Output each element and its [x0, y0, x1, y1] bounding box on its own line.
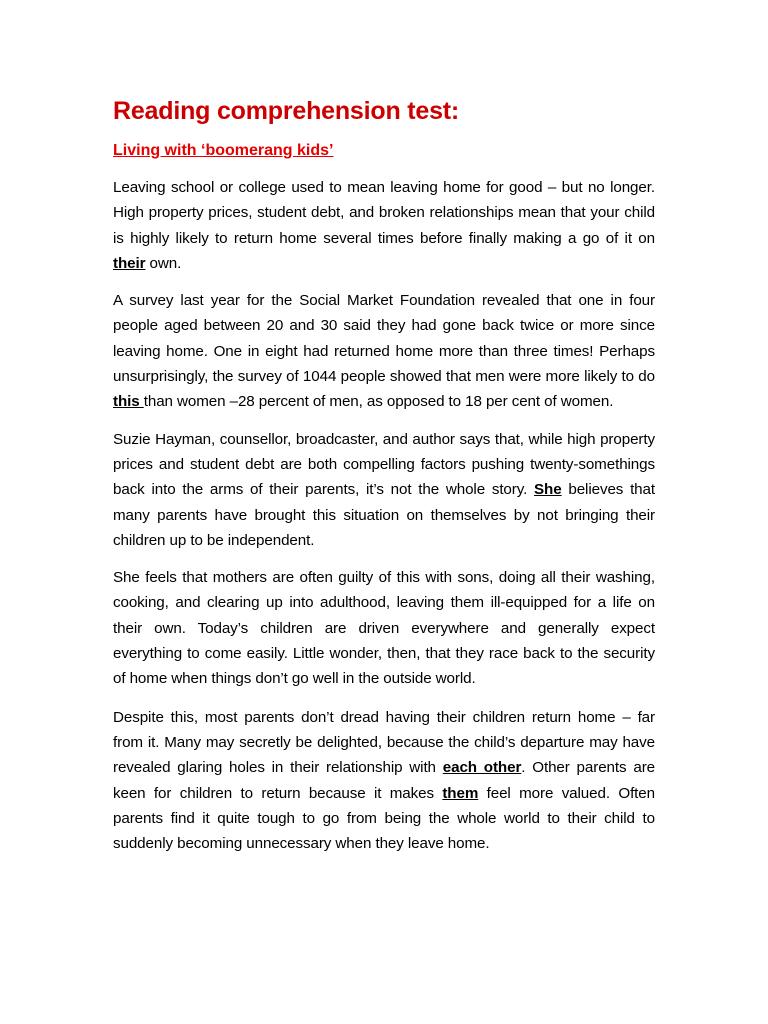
paragraph-5-text-b: . Other parents are keen for children to return because it makes: [113, 759, 655, 802]
referent-their: their: [113, 254, 146, 272]
referent-this: this: [113, 393, 144, 411]
paragraph-5-text-a: Despite this, most parents don’t dread having their children return home – far from it. Many may secretly be delighted, because the child’s departure may have revealed glaring holes in their relationship with: [113, 708, 655, 777]
document-title: Reading comprehension test:: [113, 97, 460, 125]
document-content: [113, 94, 655, 856]
paragraph-5-text-c: feel more valued. Often parents find it quite tough to go from being the whole world to their child to suddenly becoming unnecessary when they leave home.: [113, 784, 655, 853]
paragraph-2-text-b: than women –28 percent of men, as opposed to 18 per cent of women.: [143, 393, 614, 411]
paragraph-3-text-b: believes that many parents have brought this situation on themselves by not bringing their children up to be independent.: [113, 481, 655, 549]
paragraph-5: [113, 705, 655, 857]
paragraph-3-text-a: Suzie Hayman, counsellor, broadcaster, and author says that, while high property prices and student debt are both compelling factors pushing twenty-somethings back into the arms of their parents, it’s not the whole story.: [113, 430, 655, 499]
paragraph-4-text: She feels that mothers are often guilty of this with sons, doing all their washing, cooking, and clearing up into adulthood, leaving them ill-equipped for a life on their own. Today’s children are driven everywhere and generally expect everything to come easily. Little wonder, then, that they race back to the security of home when things don’t go well in the outside world.: [113, 569, 655, 688]
paragraph-2: [113, 288, 655, 414]
referent-each-other: each other: [442, 759, 522, 777]
paragraph-2-text-a: A survey last year for the Social Market Foundation revealed that one in four people aged between 20 and 30 said they had gone back twice or more since leaving home. One in eight had returned home more than three times! Perhaps unsurprisingly, the survey of 1044 people showed that men were more likely to do: [113, 292, 655, 386]
paragraph-1-text-a: Leaving school or college used to mean leaving home for good – but no longer. High property prices, student debt, and broken relationships mean that your child is highly likely to return home several times before finally making a go of it on: [113, 179, 655, 247]
referent-them: them: [442, 784, 479, 802]
paragraph-4: [113, 565, 655, 691]
paragraph-1-text-b: own.: [145, 254, 182, 272]
paragraph-1: [113, 175, 655, 276]
referent-she: She: [534, 481, 562, 499]
paragraph-3: [113, 427, 655, 553]
article-subtitle: Living with ‘boomerang kids’: [113, 142, 334, 159]
